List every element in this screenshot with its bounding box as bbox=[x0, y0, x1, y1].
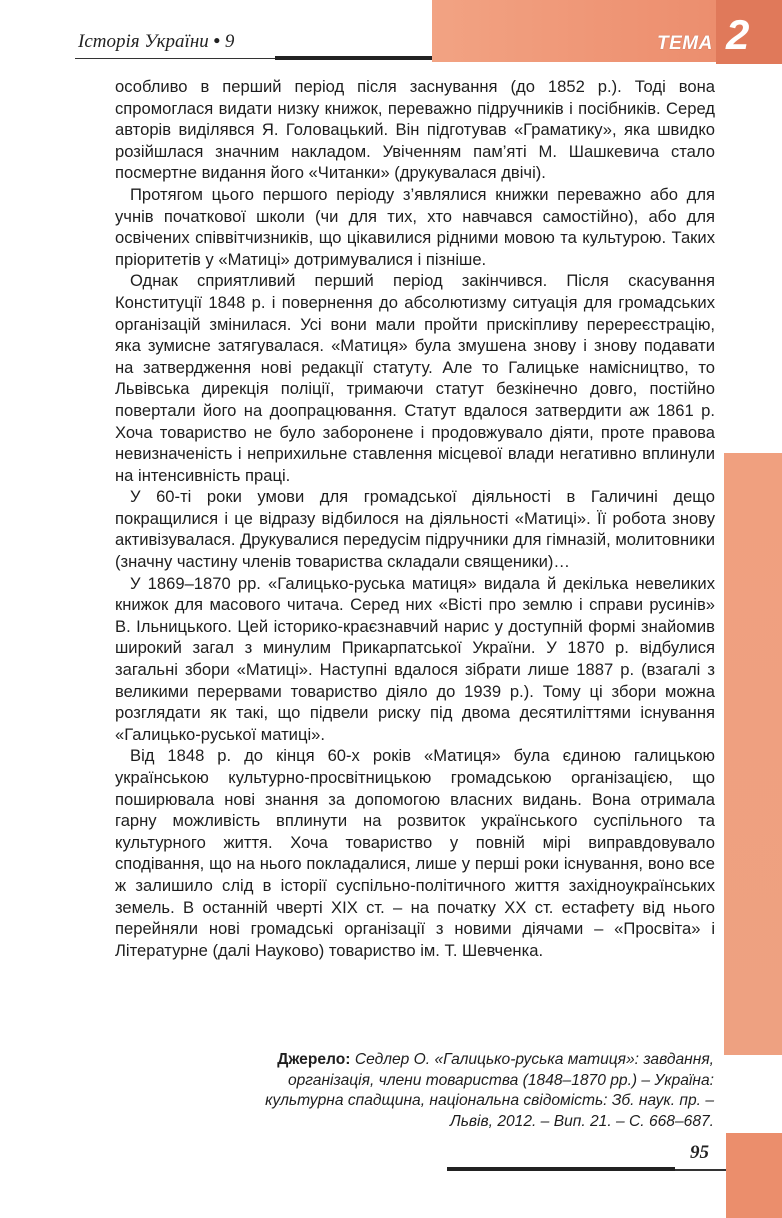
footer-rule-bold bbox=[447, 1167, 675, 1171]
paragraph-6: Від 1848 р. до кінця 60-х років «Матиця» була єдиною галицькою українською культурно-просвітницькою громадською організацією, що поширювала нові знання за допомогою власних видань. Вона отримала гарну можливість вплинути на розвиток українського суспільного та культурного життя. Хоча товариство у повній мірі виправдовувало сподівання, що на нього покладалися, лише у перші роки існування, воно все ж залишило слід в історії суспільно-політичного життя західноукраїнських земель. В останній чверті XIX ст. – на початку XX ст. естафету від нього перейняли нові громадські організації з новими діячами – «Просвіта» і Літературне (далі Науково) товариство ім. Т. Шевченка. bbox=[115, 746, 715, 960]
source-line-4: Львів, 2012. – Вип. 21. – С. 668–687. bbox=[450, 1112, 714, 1130]
body-text bbox=[115, 76, 715, 961]
paragraph-1: особливо в перший період після заснування (до 1852 р.). Тоді вона спромоглася видати низку книжок, переважно підручників і посібників. Серед авторів виділявся Я. Головацький. Він підготував «Граматику», яка швидко розійшлася значним накладом. Увіченням пам’яті М. Шашкевича стало посмертне видання його «Читанки» (друкувалася двічі). bbox=[115, 77, 715, 183]
source-citation bbox=[230, 1050, 714, 1132]
theme-label: ТЕМА bbox=[657, 33, 713, 54]
corner-tab bbox=[726, 1133, 782, 1218]
source-line-3: культурна спадщина, національна свідомість: Зб. наук. пр. – bbox=[265, 1092, 714, 1109]
running-header bbox=[78, 31, 234, 53]
paragraph-4: У 60-ті роки умови для громадської діяльності в Галичині дещо покращилися і це відразу відбилося на діяльності «Матиці». Її робота знову активізувалася. Друкувалися передусім підручники для гімназій, молитовники (значну частину членів товариства складали священики)… bbox=[115, 487, 715, 572]
grade-number: 9 bbox=[224, 31, 235, 52]
side-tab bbox=[724, 453, 782, 1055]
paragraph-3: Однак сприятливий перший період закінчився. Після скасування Конституції 1848 р. і повернення до абсолютизму ситуація для громадських організацій змінилася. Усі вони мали пройти прискіпливу перереєстрацію, яка зумисне затягувалася. «Матиця» була змушена знову і знову подавати на затвердження нові редакції статуту. Але то Галицьке намісництво, то Львівська дирекція поліції, тримаючи статут безкінечно довго, постійно повертали його на доопрацювання. Статут вдалося затвердити аж 1861 р. Хоча товариство не було заборонене і продовжувало діяти, проте правова невизначеність і неприхильне ставлення місцевої влади негативно вплинули на інтенсивність праці. bbox=[115, 271, 715, 485]
source-line-1: Седлер О. «Галицько-руська матиця»: завдання, bbox=[354, 1051, 714, 1068]
header-separator: • bbox=[213, 31, 221, 52]
paragraph-2: Протягом цього першого періоду з’являлися книжки переважно або для учнів початкової школи (чи для тих, хто навчався самостійно), або для освічених співвітчизників, що цікавилися рідними мовою та культурою. Таких пріоритетів у «Матиці» дотримувалися і пізніше. bbox=[115, 184, 715, 269]
source-line-2: організація, члени товариства (1848–1870 рр.) – Україна: bbox=[287, 1071, 714, 1089]
paragraph-5: У 1869–1870 рр. «Галицько-руська матиця» видала й декілька невеликих книжок для масового читача. Серед них «Вісті про землю і справи русинів» В. Ільницького. Цей історико-краєзнавчий нарис у доступній формі знайомив широкий загал з минулим Прикарпатської України. У 1870 р. відбулися загальні збори «Матиці». Наступні вдалося зібрати лише 1887 р. (взагалі з великими перервами товариство діяло до 1939 р.). Тому ці збори можна розглядати як такі, що підвели риску під двома десятиліттями існування «Галицько-руської матиці». bbox=[115, 573, 715, 744]
page-number: 95 bbox=[690, 1142, 709, 1163]
header-rule-bold bbox=[275, 56, 433, 60]
book-title: Історія України bbox=[78, 31, 209, 52]
source-label: Джерело: bbox=[277, 1051, 351, 1068]
theme-number: 2 bbox=[726, 11, 750, 58]
